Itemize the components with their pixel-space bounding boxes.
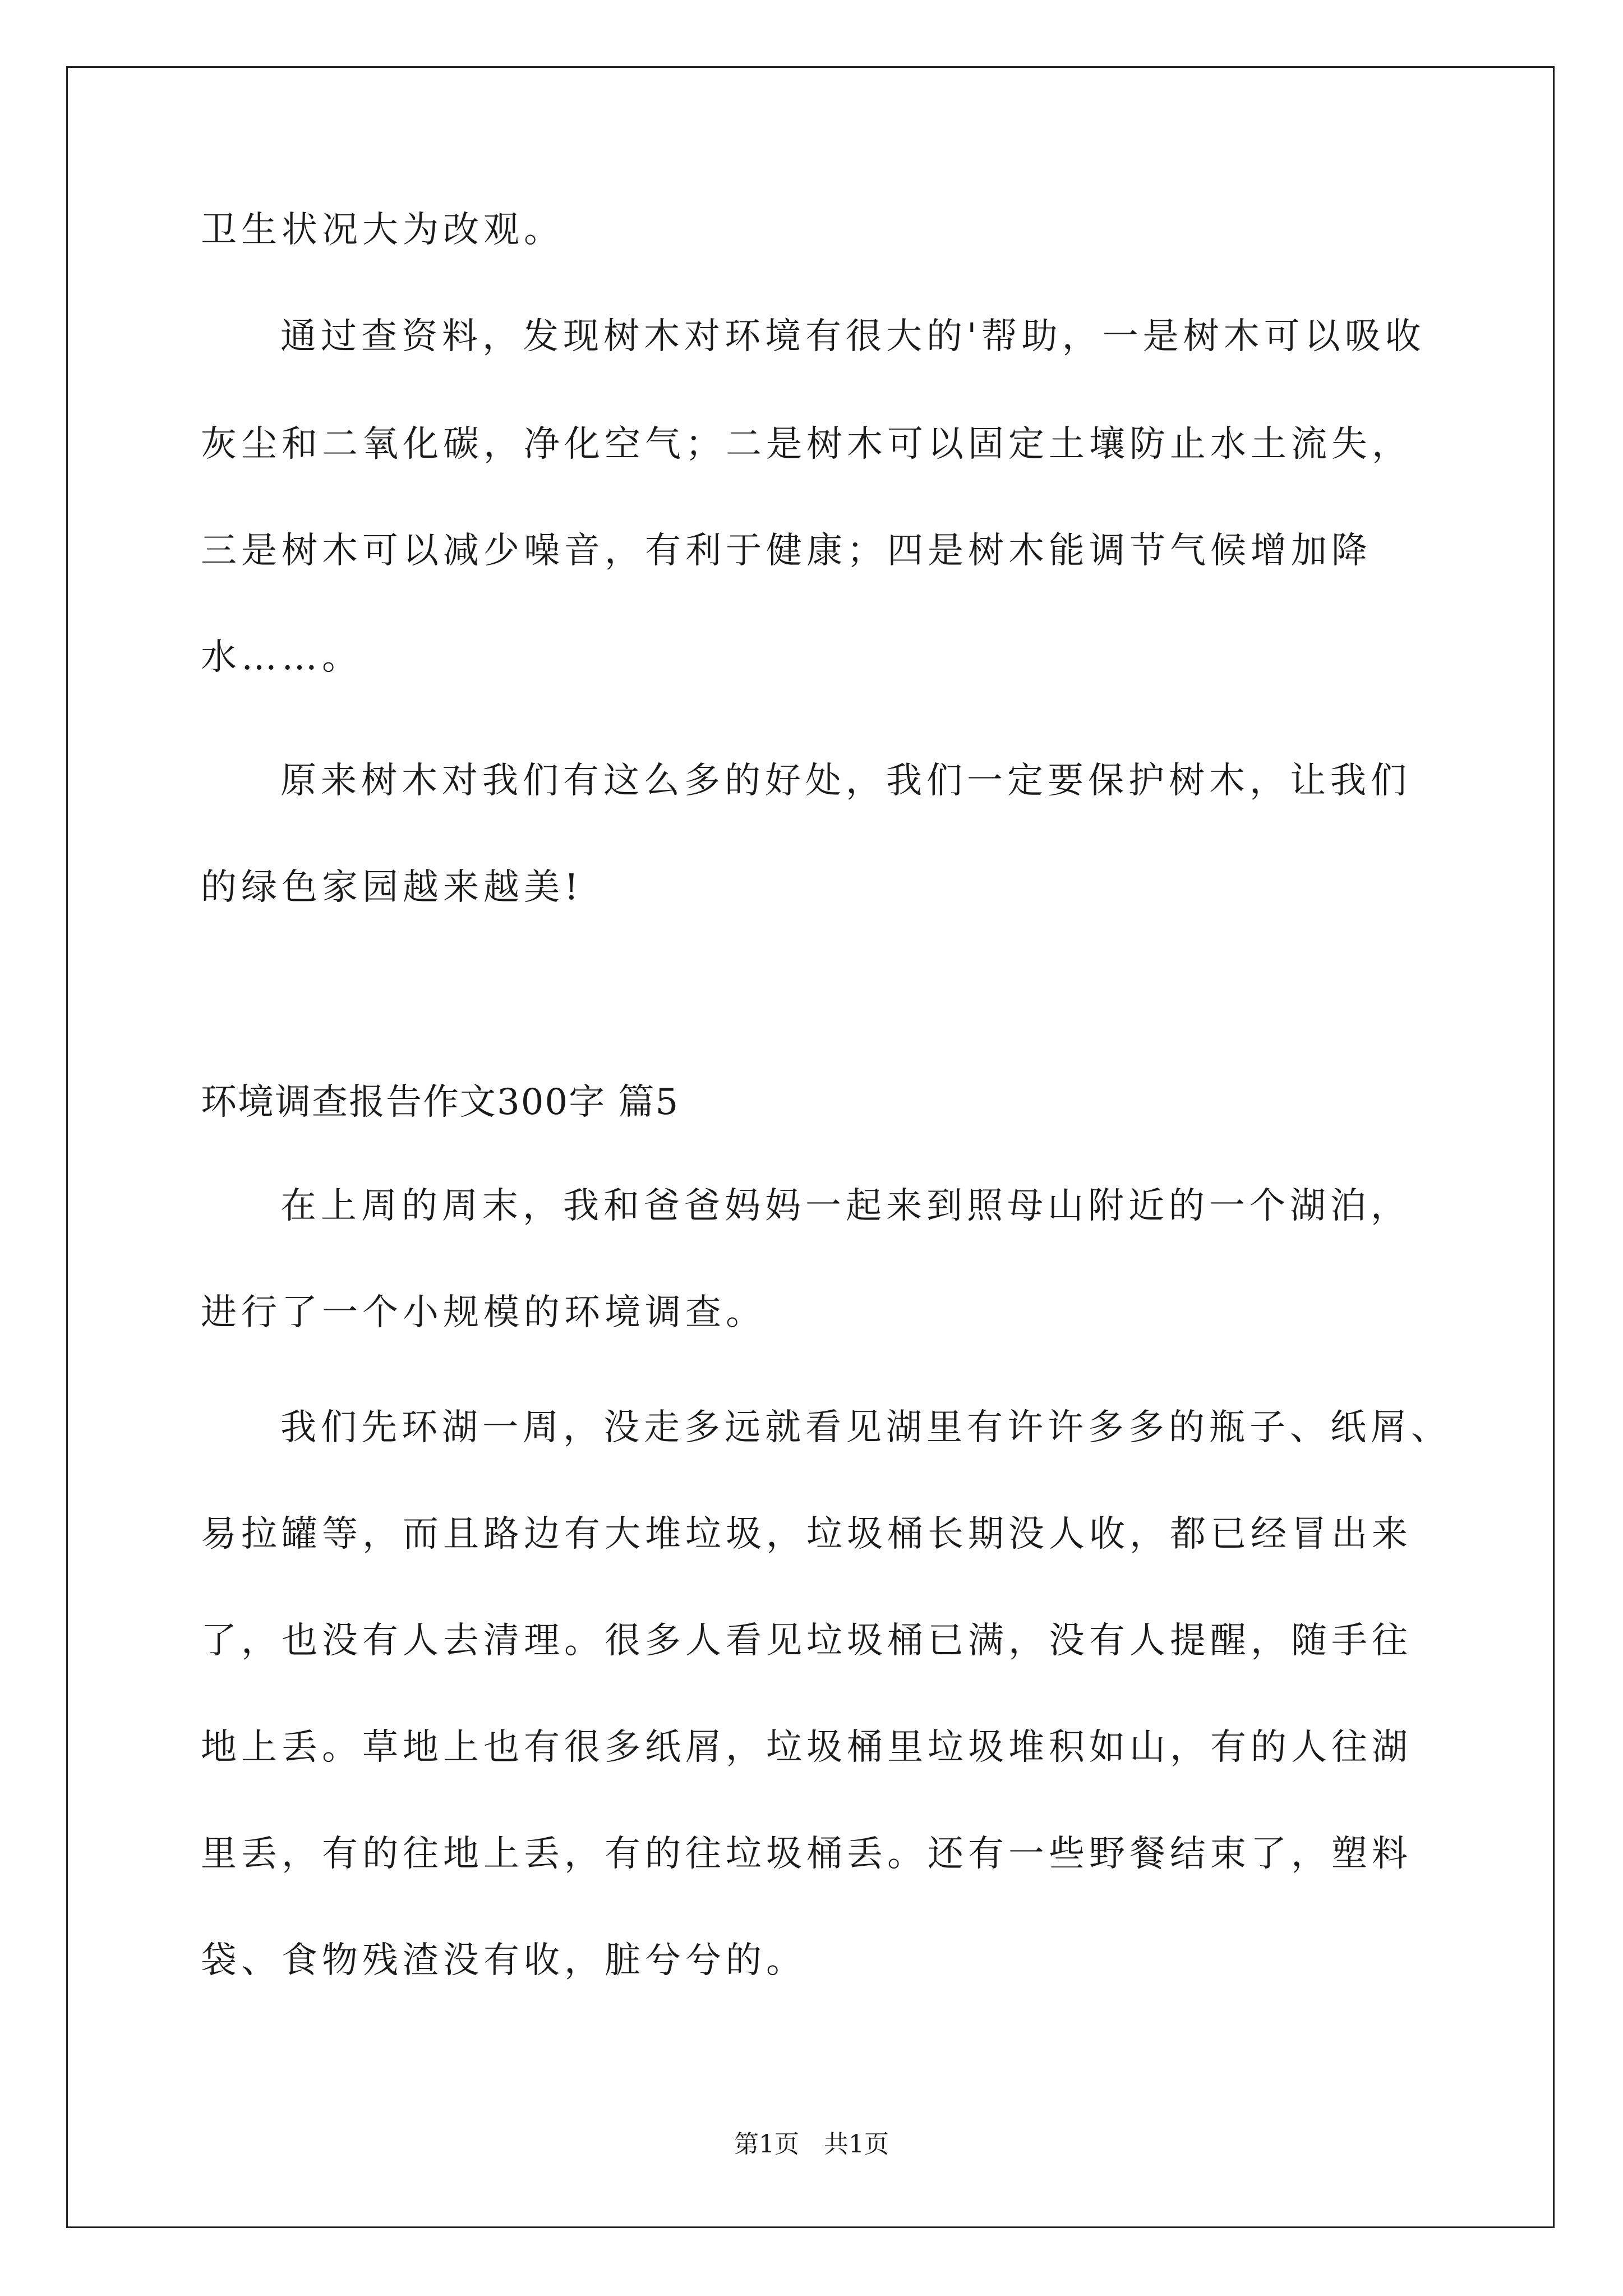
body-line: 三是树木可以减少噪音，有利于健康；四是树木能调节气候增加降 xyxy=(201,530,1372,572)
body-line: 袋、食物残渣没有收，脏兮兮的。 xyxy=(201,1940,806,1981)
page-footer: 第1页 共1页 xyxy=(734,2130,889,2159)
body-line: 进行了一个小规模的环境调查。 xyxy=(201,1292,766,1333)
body-line: 的绿色家园越来越美! xyxy=(201,867,583,908)
body-line: 通过查资料，发现树木对环境有很大的'帮助，一是树木可以吸收 xyxy=(280,316,1426,357)
body-line: 地上丢。草地上也有很多纸屑，垃圾桶里垃圾堆积如山，有的人往湖 xyxy=(201,1727,1412,1768)
body-line: 我们先环湖一周，没走多远就看见湖里有许许多多的瓶子、纸屑、 xyxy=(280,1407,1451,1448)
body-line: 易拉罐等，而且路边有大堆垃圾，垃圾桶长期没人收，都已经冒出来 xyxy=(201,1513,1412,1555)
section-heading: 环境调查报告作文300字 篇5 xyxy=(201,1082,680,1123)
body-line: 了，也没有人去清理。很多人看见垃圾桶已满，没有人提醒，随手往 xyxy=(201,1620,1412,1662)
body-line: 里丢，有的往地上丢，有的往垃圾桶丢。还有一些野餐结束了，塑料 xyxy=(201,1833,1412,1875)
body-line: 水……。 xyxy=(201,637,362,678)
page-border xyxy=(66,66,1555,2228)
body-line: 原来树木对我们有这么多的好处，我们一定要保护树木，让我们 xyxy=(280,760,1411,802)
body-line: 灰尘和二氧化碳，净化空气；二是树木可以固定土壤防止水土流失， xyxy=(201,424,1412,465)
body-line: 卫生状况大为改观。 xyxy=(201,209,564,251)
body-line: 在上周的周末，我和爸爸妈妈一起来到照母山附近的一个湖泊， xyxy=(280,1185,1411,1227)
